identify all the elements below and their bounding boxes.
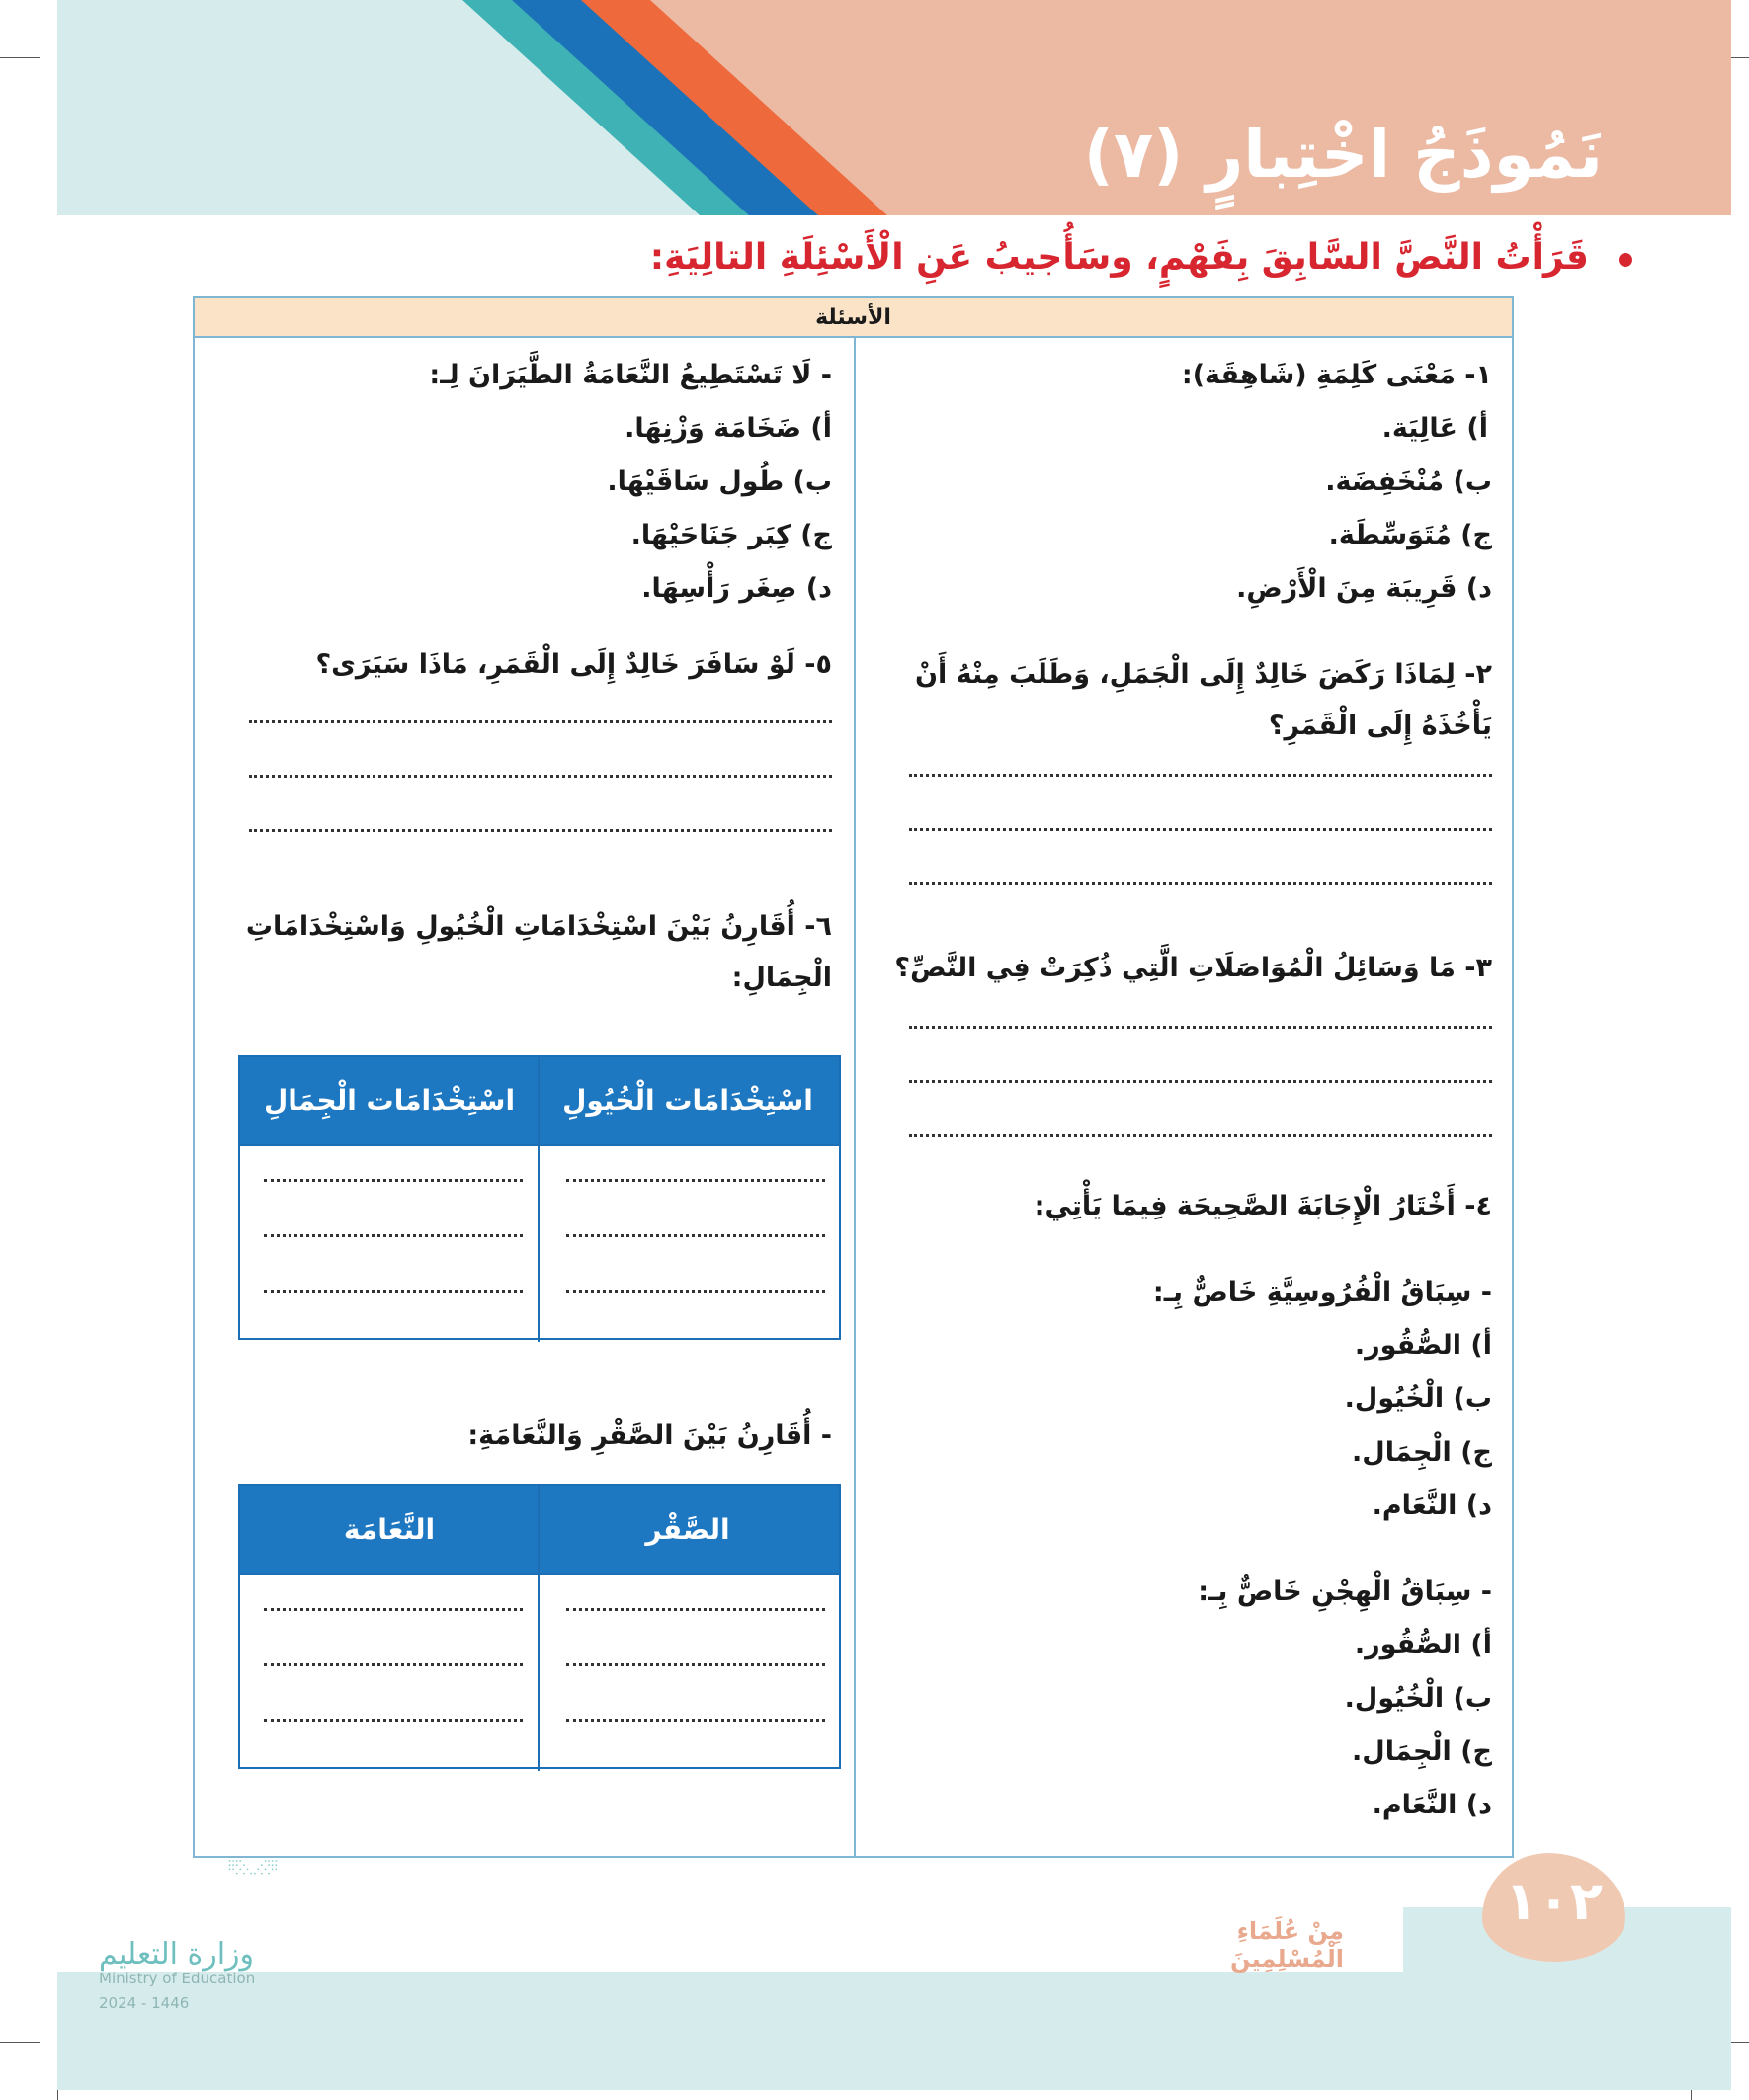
table-header-horses: اسْتِخْدَامَات الْخُيُولِ (537, 1057, 839, 1144)
answer-line (909, 773, 1492, 777)
table-cell-line (264, 1233, 523, 1237)
footer-band (57, 1972, 1731, 2090)
q4-sub2-stem: - سِبَاقُ الْهِجْنِ خَاصٌّ بِـ: (1198, 1576, 1492, 1607)
table-cell-line (566, 1607, 825, 1611)
question-4: ٤- أَخْتَارُ الْإِجَابَةَ الصَّحِيحَة فِيمَا يَأْتِي: (1034, 1191, 1492, 1221)
table-cell-line (264, 1718, 523, 1722)
frame-heading: الأسئلة (195, 298, 1512, 338)
table-divider (538, 1486, 540, 1771)
table-cell-line (566, 1289, 825, 1293)
q1-option-d: د) قَرِيبَة مِنَ الْأَرْضِ. (1236, 573, 1492, 604)
series-title: مِنْ عُلَمَاءِ الْمُسْلِمِينَ (1229, 1917, 1344, 1973)
questions-frame (193, 296, 1514, 1858)
page-header (57, 0, 1731, 215)
table-cell-line (566, 1233, 825, 1237)
question-3: ٣- مَا وَسَائِلُ الْمُوَاصَلَاتِ الَّتِي ذُكِرَتْ فِي النَّصِّ؟ (894, 953, 1492, 983)
q4-sub2-option-d: د) النَّعَام. (1372, 1790, 1492, 1820)
table-cell-line (566, 1662, 825, 1666)
table-cell-line (264, 1607, 523, 1611)
question-1: ١- مَعْنَى كَلِمَةِ (شَاهِقَة): (1181, 360, 1492, 390)
q4-sub3-stem: - لَا تَسْتَطِيعُ النَّعَامَةُ الطَّيَرَانَ لِـ: (429, 360, 832, 390)
q4-sub1-option-b: ب) الْخُيُول. (1344, 1384, 1492, 1414)
answer-line (909, 827, 1492, 831)
question-7: - أُقَارِنُ بَيْنَ الصَّقْرِ وَالنَّعَامَةِ: (467, 1420, 832, 1451)
q4-sub3-option-b: ب) طُول سَاقَيْهَا. (607, 466, 832, 497)
q4-sub2-option-a: أ) الصُّقُور. (1354, 1630, 1492, 1660)
q1-option-c: ج) مُتَوَسِّطَة. (1328, 520, 1492, 550)
question-6: ٦- أُقَارِنُ بَيْنَ اسْتِخْدَامَاتِ الْخُيُولِ وَاسْتِخْدَامَاتِ الْجِمَالِ: (245, 911, 832, 993)
q4-sub3-option-c: ج) كِبَر جَنَاحَيْهَا. (630, 520, 832, 550)
table-cell-line (566, 1718, 825, 1722)
q4-sub1-option-a: أ) الصُّقُور. (1354, 1330, 1492, 1361)
q4-sub3-option-d: د) صِغَر رَأْسِهَا. (641, 573, 832, 604)
ministry-name-arabic: وزارة التعليم (99, 1937, 255, 1972)
question-5: ٥- لَوْ سَافَرَ خَالِدٌ إِلَى الْقَمَرِ، مَاذَا سَيَرَى؟ (315, 649, 832, 680)
answer-line (909, 1079, 1492, 1083)
answer-line (909, 882, 1492, 885)
table-header-falcon: الصَّقْر (537, 1486, 839, 1573)
table-cell-line (264, 1662, 523, 1666)
q1-option-a: أ) عَالِيَة. (1381, 413, 1488, 444)
answer-line (909, 1025, 1492, 1029)
q4-sub1-stem: - سِبَاقُ الْفُرُوسِيَّةِ خَاصٌّ بِـ: (1152, 1277, 1492, 1307)
comparison-table-horses-camels (238, 1055, 841, 1340)
answer-line (249, 828, 832, 832)
q4-sub2-option-b: ب) الْخُيُول. (1344, 1683, 1492, 1714)
ministry-name-english: Ministry of Education (99, 1970, 256, 1987)
page-number: ١٠٢ (1505, 1870, 1603, 1932)
q4-sub2-option-c: ج) الْجِمَال. (1352, 1736, 1492, 1767)
bullet-icon (1619, 253, 1632, 267)
q4-sub1-option-d: د) النَّعَام. (1372, 1490, 1492, 1521)
table-divider (240, 1573, 839, 1575)
crop-mark (0, 2042, 40, 2043)
q4-sub1-option-c: ج) الْجِمَال. (1352, 1437, 1492, 1468)
page-title: نَمُوذَجُ اخْتِبارٍ (٧) (1083, 117, 1603, 193)
column-divider (854, 338, 856, 1858)
table-cell-line (264, 1178, 523, 1182)
ministry-logo-icon (178, 1858, 356, 1917)
answer-line (249, 774, 832, 778)
crop-mark (0, 57, 40, 58)
table-cell-line (566, 1178, 825, 1182)
table-header-ostrich: النَّعَامَة (240, 1486, 539, 1573)
q4-sub3-option-a: أ) ضَخَامَة وَزْنِهَا. (625, 413, 832, 444)
question-2: ٢- لِمَاذَا رَكَضَ خَالِدٌ إِلَى الْجَمَلِ، وَطَلَبَ مِنْهُ أَنْ يَأْخُذَهُ إِلَى الْقَمَرِ؟ (914, 659, 1492, 741)
q1-option-b: ب) مُنْخَفِضَة. (1325, 466, 1492, 497)
edition-year: 2024 - 1446 (99, 1994, 190, 2012)
comparison-table-falcon-ostrich (238, 1484, 841, 1769)
table-divider (240, 1144, 839, 1146)
instruction-text: قَرَأْتُ النَّصَّ السَّابِقَ بِفَهْمٍ، وسَأُجيبُ عَنِ الْأَسْئِلَةِ التالِيَةِ: (649, 237, 1589, 278)
table-cell-line (264, 1289, 523, 1293)
table-header-camels: اسْتِخْدَامَات الْجِمَالِ (240, 1057, 539, 1144)
table-divider (538, 1057, 540, 1342)
answer-line (249, 719, 832, 723)
answer-line (909, 1134, 1492, 1137)
